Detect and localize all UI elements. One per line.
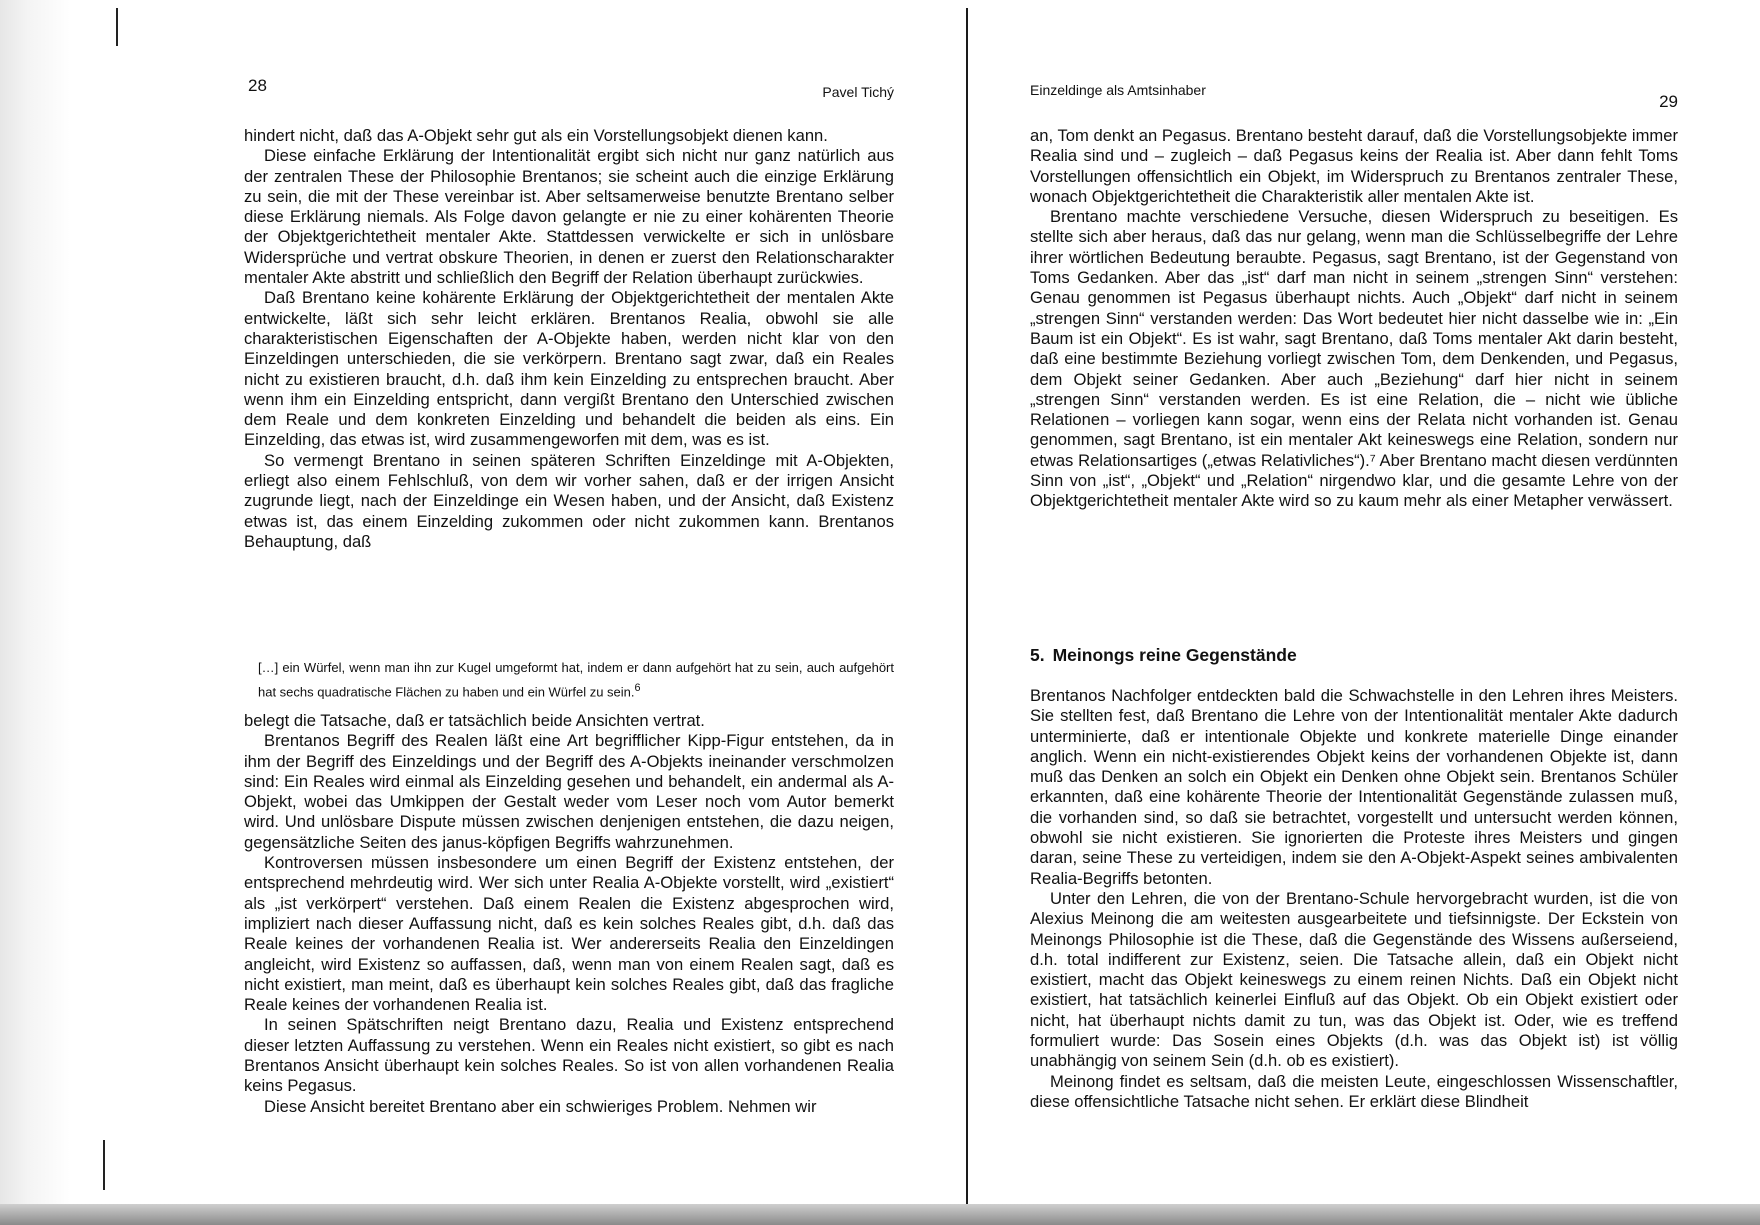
paragraph: Unter den Lehren, die von der Brentano-Schule hervorgebracht wurden, ist die von Alexius Meinong die am weitesten ausgearbeitete und tiefsinnigste. Der Eckstein von Meinongs Philosophie ist die These, daß die Gegenstände des Wissens außerseiend, d.h. total indifferent zur Existenz, seien. Die Tatsache allein, daß ein Objekt nicht existiert, macht das Objekt keineswegs zu einem reinen Nichts. Daß ein Objekt nicht existiert, hat tatsächlich keinerlei Einfluß auf das Objekt. Ob ein Objekt existiert oder nicht, hat überhaupt nichts damit zu tun, was das Objekt ist. Oder, wie es treffend formuliert wurde: Das Sosein eines Objekts (d.h. was das Objekt ist) ist völlig unabhängig von seinem Sein (d.h. ob es existiert).	[1030, 888, 1678, 1071]
paragraph: Meinong findet es seltsam, daß die meisten Leute, eingeschlossen Wissenschaftler, diese offensichtliche Tatsache nicht sehen. Er erklärt diese Blindheit	[1030, 1071, 1678, 1111]
page-number: 28	[248, 76, 267, 95]
margin-rule	[103, 1140, 105, 1190]
paragraph: hindert nicht, daß das A-Objekt sehr gut als ein Vorstellungsobjekt dienen kann.	[244, 126, 828, 145]
paragraph: In seinen Spätschriften neigt Brentano dazu, Realia und Existenz entsprechend dieser letzten Auffassung zu verstehen. Wenn ein Reales nicht existiert, so gibt es nach Brentanos Ansicht überhaupt kein solches Reales. So ist von allen vorhandenen Realia keins Pegasus.	[244, 1015, 894, 1096]
paragraph: Brentano machte verschiedene Versuche, diesen Widerspruch zu beseitigen. Es stellte sich aber heraus, daß das nur gelang, wenn man die Schlüsselbegriffe der Lehre ihrer wörtlichen Bedeutung beraubte. Pegasus, sagt Brentano, ist der Gegenstand von Toms Gedanken. Aber das „ist“ darf man nicht in seinem „strengen Sinn“ verstehen: Genau genommen ist Pegasus überhaupt nichts. Auch „Objekt“ darf nicht in seinem „strengen Sinn“ verstanden werden: Das Wort bedeutet hier nicht dasselbe wie in: „Ein Baum ist ein Objekt“. Es ist wahr, sagt Brentano, daß Toms mentaler Akt darin besteht, daß eine bestimmte Beziehung vorliegt zwischen Tom, dem Denkenden, und Pegasus, dem Objekt seiner Gedanken. Aber auch „Beziehung“ darf hier nicht in seinem „strengen Sinn“ verstanden werden. Es ist eine Relation, die – nicht wie übliche Relationen – vorliegen kann sogar, wenn eins der Relata nicht vorhanden ist. Genau genommen, sagt Brentano, ist ein mentaler Akt keineswegs eine Relation, sondern nur etwas Relationsartiges („etwas Relativliches“).⁷ Aber Brentano macht diesen verdünnten Sinn von „ist“, „Objekt“ und „Relation“ nirgendwo klar, und die gesamte Lehre von der Objektgerichtetheit mentaler Akte wird so zu kaum mehr als einer Metapher verwässert.	[1030, 207, 1678, 511]
section-heading	[1030, 645, 1678, 666]
paragraph: So vermengt Brentano in seinen späteren Schriften Einzeldinge mit A-Objekten, erliegt also einem Fehlschluß, von dem wir vorher sahen, daß er der irrigen Ansicht zugrunde liegt, nach der Einzeldinge ein Wesen haben, und der Ansicht, daß Existenz etwas ist, das einem Einzelding zukommen oder nicht zukommen kann. Brentanos Behauptung, daß	[244, 450, 894, 551]
paragraph: Diese Ansicht bereitet Brentano aber ein schwieriges Problem. Nehmen wir	[264, 1096, 817, 1116]
footnote-marker: 6	[634, 682, 641, 694]
paragraph: Daß Brentano keine kohärente Erklärung der Objektgerichtetheit der mentalen Akte entwickelte, läßt sich sehr leicht erklären. Brentanos Realia, obwohl sie alle charakteristischen Eigenschaften der A-Objekte haben, werden nicht klar von den Einzeldingen unterschieden, die sie verkörpern. Brentano sagt zwar, daß ein Reales nicht zu existieren braucht, d.h. daß ihm kein Einzelding zu entsprechen braucht. Aber wenn ihm ein Einzelding entspricht, dann vergißt Brentano den Unterschied zwischen dem Reale und dem konkreten Einzelding und behandelt die beiden als eins. Ein Einzelding, das etwas ist, wird zusammengeworfen mit dem, was es ist.	[244, 288, 894, 450]
block-quote	[258, 658, 894, 702]
margin-rule	[116, 8, 118, 46]
body-text	[244, 126, 894, 552]
body-text	[244, 711, 894, 1117]
paragraph: Kontroversen müssen insbesondere um einen Begriff der Existenz entstehen, der entsprechend mehrdeutig wird. Wer sich unter Realia A-Objekte vorstellt, wird „existiert“ als „ist verkörpert“ verstehen. Daß einem Realen die Existenz abgesprochen wird, impliziert nach dieser Auffassung nicht, daß es kein solches Reales gibt, d.h. daß das Reale keines der vorhandenen Realia ist. Wer andererseits Realia den Einzeldingen angleicht, wird Existenz so auffassen, daß, wenn man von einem Realen sagt, daß es nicht existiert, man meint, daß es überhaupt kein solches Reales gibt, daß das fragliche Reale keines der vorhandenen Realia ist.	[244, 853, 894, 1015]
scan-edge	[0, 0, 70, 1225]
running-head: Pavel Tichý	[822, 84, 894, 100]
scan-edge	[0, 1204, 1760, 1225]
section-title: Meinongs reine Gegenstände	[1052, 645, 1297, 665]
paragraph: an, Tom denkt an Pegasus. Brentano besteht darauf, daß die Vorstellungsobjekte immer Realia sind und – zugleich – daß Pegasus keins der Realia ist. Aber dann fehlt Toms Vorstellungen offensichtlich ein Objekt, im Widerspruch zu Brentanos zentraler These, wonach Objektgerichtetheit die Charakteristik aller mentalen Akte ist.	[1030, 126, 1678, 206]
page-header	[244, 76, 894, 106]
paragraph: Brentanos Nachfolger entdeckten bald die Schwachstelle in den Lehren ihres Meisters. Sie stellten fest, daß Brentano die Lehre von der Intentionalität mentaler Akte dadurch unterminierte, daß er intentionale Objekte und konkrete materielle Dinge einander anglich. Wenn ein nicht-existierendes Objekt keins der vorhandenen Objekte ist, dann muß das Denken an solch ein Objekt ein Denken ohne Objekt sein. Brentanos Schüler erkannten, daß eine kohärente Theorie der Intentionalität Gegenstände zulassen muß, die vorhanden sind, so daß sie betrachtet, vorgestellt und untersucht werden können, obwohl sie nicht existieren. Sie ignorierten die Proteste ihres Meisters und gingen daran, seine These zu verteidigen, indem sie den A-Objekt-Aspekt seines ambivalenten Realia-Begriffs betonten.	[1030, 686, 1678, 888]
page-header	[1030, 76, 1678, 111]
running-head: Einzeldinge als Amtsinhaber	[1030, 82, 1206, 98]
paragraph: belegt die Tatsache, daß er tatsächlich beide Ansichten vertrat.	[244, 711, 705, 730]
page-gutter	[966, 8, 968, 1204]
section-number: 5.	[1030, 645, 1045, 665]
paragraph: Brentanos Begriff des Realen läßt eine Art begrifflicher Kipp-Figur entstehen, da in ihm der Begriff des Einzeldings und der Begriff des A-Objekts ineinander verschmolzen sind: Ein Reales wird einmal als Einzelding gesehen und behandelt, ein andermal als A-Objekt, wobei das Umkippen der Gestalt weder vom Leser noch vom Autor bemerkt wird. Und unlösbare Dispute müssen zwischen denjenigen entstehen, die dazu neigen, gegensätzliche Seiten des janus-köpfigen Begriffs wahrzunehmen.	[244, 731, 894, 852]
body-text	[1030, 686, 1678, 1112]
paragraph: Diese einfache Erklärung der Intentionalität ergibt sich nicht nur ganz natürlich aus der zentralen These der Philosophie Brentanos; sie scheint auch die einzige Erklärung zu sein, die mit der These vereinbar ist. Aber seltsamerweise benutzte Brentano selber diese Erklärung niemals. Als Folge davon gelangte er nie zu einer kohärenten Theorie der Objektgerichtetheit mentaler Akte. Stattdessen verwickelte er sich in unlösbare Widersprüche und vertrat obskure Theorien, in denen er zuerst den Relationscharakter mentaler Akte abstritt und schließlich den Begriff der Relation überhaupt zurückwies.	[244, 146, 894, 288]
page-number: 29	[1659, 92, 1678, 111]
body-text	[1030, 126, 1678, 512]
quote-text: […] ein Würfel, wenn man ihn zur Kugel umgeformt hat, indem er dann aufgehört hat zu sein, auch aufgehört hat sechs quadratische Flächen zu haben und ein Würfel zu sein.	[258, 660, 894, 700]
